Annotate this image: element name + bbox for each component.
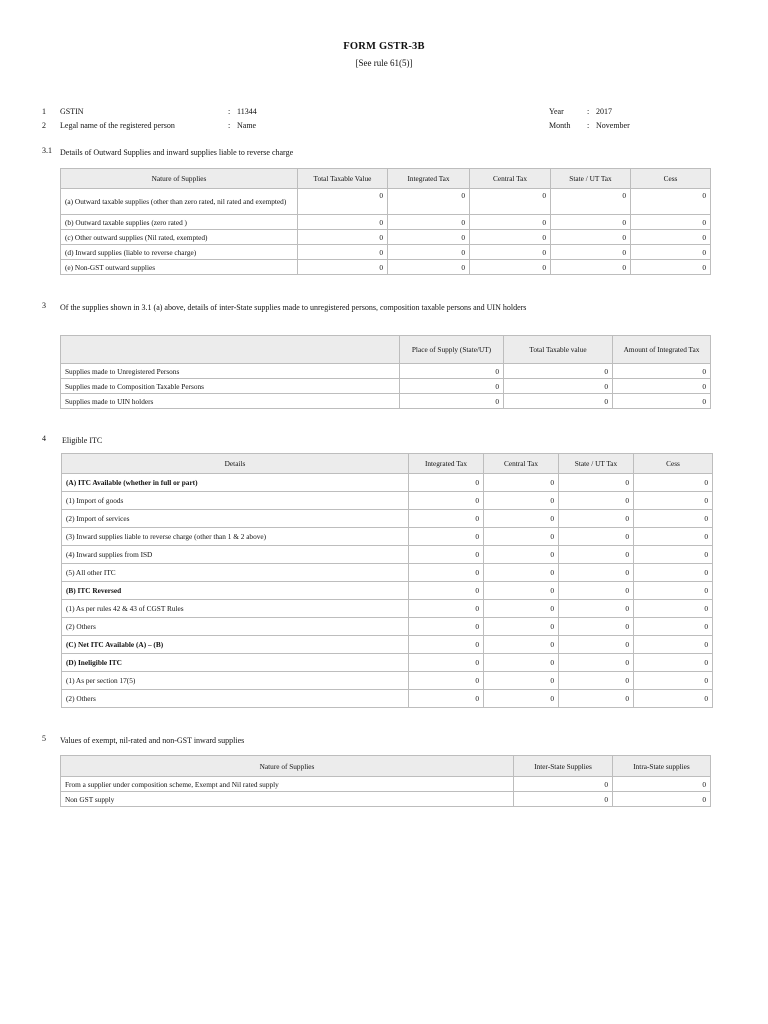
cell-value: 0 [484,546,559,564]
cell-value: 0 [634,672,713,690]
table-row [62,600,713,618]
column-header: Cess [631,169,711,189]
cell-value: 0 [298,189,388,215]
table-row [61,379,711,394]
month-value: November [596,121,630,130]
legal-name-value: Name [237,121,257,130]
meta-right-values [596,105,630,133]
cell-value: 0 [613,364,711,379]
cell-value: 0 [388,189,470,215]
column-header: Cess [634,454,713,474]
cell-value: 0 [634,690,713,708]
form-title: FORM GSTR-3B [343,41,425,52]
cell-value: 0 [634,546,713,564]
interstate-supplies-table [60,335,711,409]
cell-value: 0 [551,189,631,215]
cell-value: 0 [559,564,634,582]
section-title: Eligible ITC [62,436,103,445]
cell-value: 0 [631,215,711,230]
column-header: Central Tax [484,454,559,474]
meta-values [237,105,257,133]
cell-value: 0 [634,528,713,546]
row-label: (1) As per rules 42 & 43 of CGST Rules [62,600,409,618]
cell-value: 0 [504,364,613,379]
row-label: (C) Net ITC Available (A) – (B) [62,636,409,654]
table-row [62,690,713,708]
cell-value: 0 [388,245,470,260]
year-sep: : [587,107,590,116]
year-label: Year [549,107,564,116]
table-row [62,564,713,582]
eligible-itc-table [61,453,713,708]
table-row [62,492,713,510]
cell-value: 0 [559,546,634,564]
row-label: (5) All other ITC [62,564,409,582]
cell-value: 0 [559,690,634,708]
row-label: (2) Others [62,690,409,708]
table-header-row [62,454,713,474]
column-header: Nature of Supplies [61,169,298,189]
cell-value: 0 [409,618,484,636]
cell-value: 0 [484,492,559,510]
cell-value: 0 [470,215,551,230]
column-header: Integrated Tax [409,454,484,474]
table-row [62,636,713,654]
row-label: (B) ITC Reversed [62,582,409,600]
cell-value: 0 [631,230,711,245]
cell-value: 0 [409,510,484,528]
cell-value: 0 [559,600,634,618]
row-label: (e) Non-GST outward supplies [61,260,298,275]
cell-value: 0 [298,215,388,230]
cell-value: 0 [613,777,711,792]
row-label: Non GST supply [61,792,514,807]
cell-value: 0 [484,672,559,690]
table-row [61,777,711,792]
table-row [61,260,711,275]
cell-value: 0 [484,600,559,618]
meta-row2-num: 2 [42,121,46,130]
row-label: (A) ITC Available (whether in full or part) [62,474,409,492]
column-header: Integrated Tax [388,169,470,189]
cell-value: 0 [559,510,634,528]
cell-value: 0 [484,582,559,600]
table-row [61,245,711,260]
cell-value: 0 [298,260,388,275]
column-header: Nature of Supplies [61,756,514,777]
cell-value: 0 [634,564,713,582]
section-title: Values of exempt, nil-rated and non-GST inward supplies [60,736,245,745]
cell-value: 0 [551,245,631,260]
column-header: Details [62,454,409,474]
cell-value: 0 [613,394,711,409]
cell-value: 0 [409,564,484,582]
table-header-row [61,756,711,777]
column-header: Amount of Integrated Tax [613,336,711,364]
table-row [61,189,711,215]
cell-value: 0 [634,582,713,600]
section-title: Details of Outward Supplies and inward supplies liable to reverse charge [60,148,294,157]
cell-value: 0 [470,245,551,260]
cell-value: 0 [484,528,559,546]
cell-value: 0 [484,636,559,654]
cell-value: 0 [409,582,484,600]
row-label: (c) Other outward supplies (Nil rated, exempted) [61,230,298,245]
cell-value: 0 [504,379,613,394]
table-row [61,215,711,230]
month-sep: : [587,121,590,130]
cell-value: 0 [559,654,634,672]
cell-value: 0 [634,474,713,492]
cell-value: 0 [559,474,634,492]
table-header-row [61,336,711,364]
table-row [62,672,713,690]
row-label: (1) Import of goods [62,492,409,510]
cell-value: 0 [559,636,634,654]
table-row [62,618,713,636]
cell-value: 0 [631,260,711,275]
cell-value: 0 [298,230,388,245]
gstin-value: 11344 [237,107,257,116]
cell-value: 0 [631,245,711,260]
row-label: (3) Inward supplies liable to reverse charge (other than 1 & 2 above) [62,528,409,546]
section-number: 3.1 [42,146,52,155]
cell-value: 0 [470,260,551,275]
row-label: (1) As per section 17(5) [62,672,409,690]
column-header: Place of Supply (State/UT) [400,336,504,364]
cell-value: 0 [559,528,634,546]
cell-value: 0 [409,672,484,690]
table-row [61,230,711,245]
cell-value: 0 [551,215,631,230]
cell-value: 0 [409,546,484,564]
row-label: From a supplier under composition scheme, Exempt and Nil rated supply [61,777,514,792]
row-label: Supplies made to Unregistered Persons [61,364,400,379]
cell-value: 0 [484,618,559,636]
cell-value: 0 [631,189,711,215]
legal-name-sep: : [228,121,231,130]
cell-value: 0 [514,792,613,807]
column-header: Total Taxable Value [298,169,388,189]
table-row [62,582,713,600]
year-value: 2017 [596,107,612,116]
cell-value: 0 [409,528,484,546]
column-header: Total Taxable value [504,336,613,364]
cell-value: 0 [484,564,559,582]
meta-right-labels [549,105,570,133]
table-row [61,394,711,409]
cell-value: 0 [484,510,559,528]
cell-value: 0 [634,510,713,528]
cell-value: 0 [400,364,504,379]
cell-value: 0 [298,245,388,260]
cell-value: 0 [514,777,613,792]
table-row [61,364,711,379]
cell-value: 0 [400,394,504,409]
row-label: (2) Import of services [62,510,409,528]
cell-value: 0 [484,474,559,492]
cell-value: 0 [559,492,634,510]
section-number: 3 [42,301,46,310]
column-header: State / UT Tax [551,169,631,189]
cell-value: 0 [484,654,559,672]
cell-value: 0 [559,582,634,600]
meta-numbers [42,105,46,133]
table-header-row [61,169,711,189]
cell-value: 0 [388,215,470,230]
outward-supplies-table [60,168,711,275]
cell-value: 0 [559,618,634,636]
meta-row1-num: 1 [42,107,46,116]
exempt-supplies-table [60,755,711,807]
legal-name-label: Legal name of the registered person [60,121,175,130]
cell-value: 0 [484,690,559,708]
cell-value: 0 [409,636,484,654]
cell-value: 0 [388,260,470,275]
cell-value: 0 [634,492,713,510]
section-number: 4 [42,434,46,443]
cell-value: 0 [409,654,484,672]
row-label: (b) Outward taxable supplies (zero rated ) [61,215,298,230]
cell-value: 0 [634,636,713,654]
cell-value: 0 [551,260,631,275]
row-label: Supplies made to Composition Taxable Persons [61,379,400,394]
cell-value: 0 [613,379,711,394]
table-row [61,792,711,807]
cell-value: 0 [409,474,484,492]
cell-value: 0 [409,492,484,510]
row-label: Supplies made to UIN holders [61,394,400,409]
table-row [62,654,713,672]
meta-labels [60,105,175,133]
cell-value: 0 [551,230,631,245]
column-header: Central Tax [470,169,551,189]
row-label: (2) Others [62,618,409,636]
form-subtitle: [See rule 61(5)] [355,58,413,68]
cell-value: 0 [634,618,713,636]
cell-value: 0 [470,230,551,245]
meta-right-seps [587,105,589,133]
cell-value: 0 [388,230,470,245]
gstin-sep: : [228,107,231,116]
cell-value: 0 [504,394,613,409]
table-row [62,510,713,528]
row-label: (a) Outward taxable supplies (other than zero rated, nil rated and exempted) [61,189,298,215]
table-row [62,474,713,492]
table-row [62,546,713,564]
cell-value: 0 [400,379,504,394]
column-header: Intra-State supplies [613,756,711,777]
row-label: (d) Inward supplies (liable to reverse charge) [61,245,298,260]
cell-value: 0 [409,600,484,618]
month-label: Month [549,121,571,130]
cell-value: 0 [634,654,713,672]
section-number: 5 [42,734,46,743]
cell-value: 0 [559,672,634,690]
column-header: State / UT Tax [559,454,634,474]
cell-value: 0 [470,189,551,215]
row-label: (D) Ineligible ITC [62,654,409,672]
meta-seps [228,105,230,133]
cell-value: 0 [634,600,713,618]
cell-value: 0 [613,792,711,807]
gstin-label: GSTIN [60,107,84,116]
table-row [62,528,713,546]
row-label: (4) Inward supplies from ISD [62,546,409,564]
column-header: Inter-State Supplies [514,756,613,777]
section-title: Of the supplies shown in 3.1 (a) above, details of inter-State supplies made to unregistered persons, composition taxable persons and UIN holders [60,303,527,312]
column-header-blank [61,336,400,364]
cell-value: 0 [409,690,484,708]
